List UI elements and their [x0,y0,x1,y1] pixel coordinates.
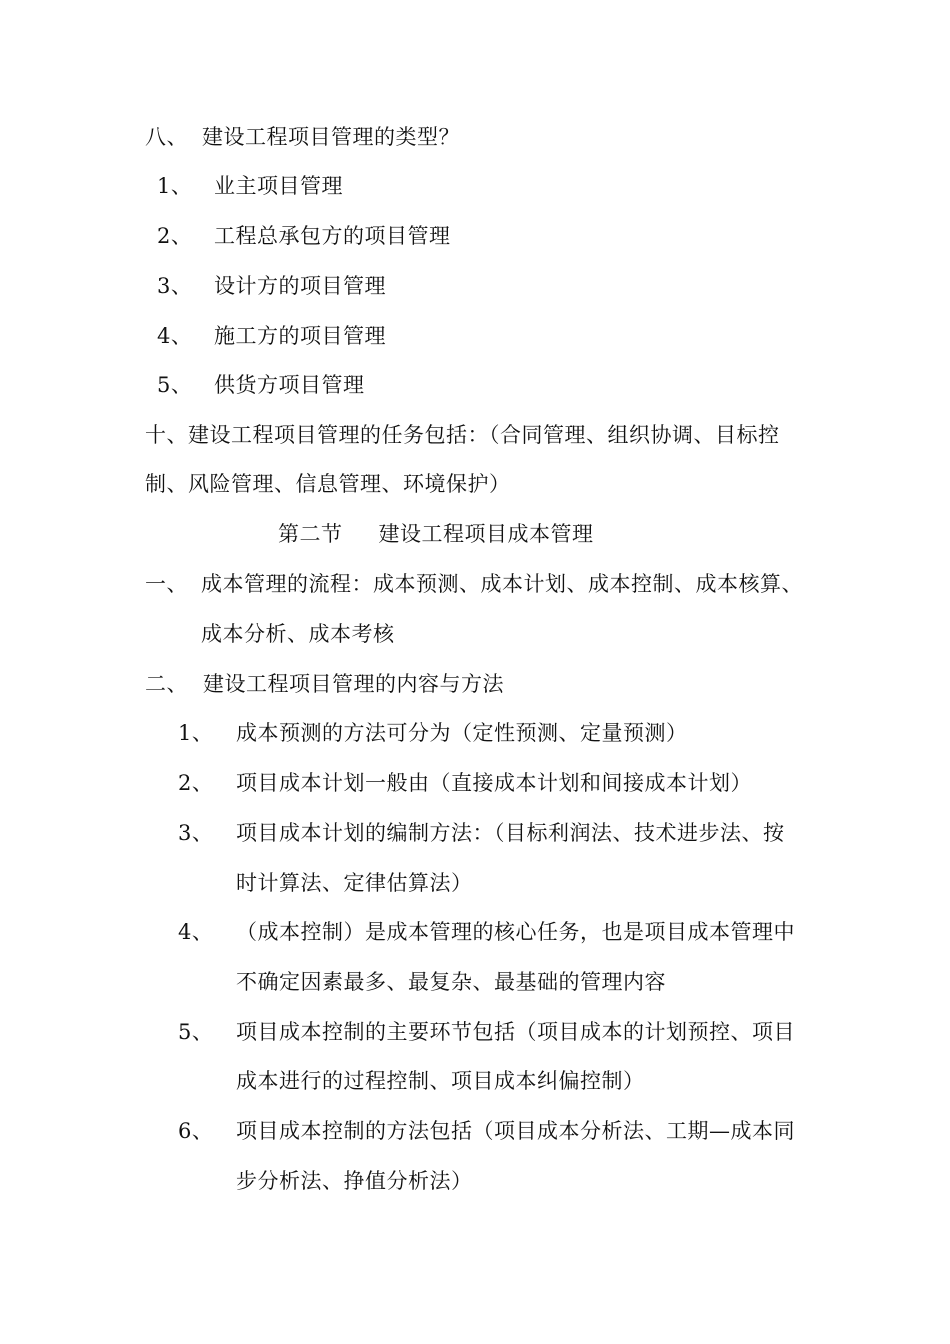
item-text-continued: 步分析法、挣值分析法） [236,1169,473,1193]
item-text: 供货方项目管理 [214,373,365,397]
item-number: 2、 [157,224,193,248]
item-number: 2、 [178,771,214,795]
part-2-heading [145,669,504,699]
list-item [178,818,785,848]
item-number: 3、 [157,274,193,298]
item-text: 设计方的项目管理 [214,274,386,298]
list-item [157,271,386,301]
part-1-line-1 [145,569,803,599]
list-item [178,1116,795,1146]
item-text-continued: 不确定因素最多、最复杂、最基础的管理内容 [236,970,666,994]
part-2-title: 建设工程项目管理的内容与方法 [203,672,504,696]
item-text-continued: 成本进行的过程控制、项目成本纠偏控制） [236,1069,645,1093]
list-item [157,221,451,251]
item-text: 工程总承包方的项目管理 [214,224,451,248]
item-number: 4、 [157,324,193,348]
list-item [157,321,386,351]
item-number: 1、 [157,174,193,198]
item-text: 项目成本控制的主要环节包括（项目成本的计划预控、项目 [236,1020,795,1044]
list-item [178,917,795,947]
list-item [157,171,343,201]
part-1-line-2: 成本分析、成本考核 [201,622,395,646]
list-item [178,768,752,798]
section-8-heading [145,122,460,152]
item-number: 5、 [178,1020,214,1044]
item-text: 业主项目管理 [214,174,343,198]
item-number: 1、 [178,721,214,745]
item-number: 4、 [178,920,214,944]
chapter-label: 第二节 [278,522,343,546]
section-10-line-2: 制、风险管理、信息管理、环境保护） [145,472,511,496]
list-item [178,718,688,748]
part-1-marker: 一、 [145,572,188,596]
part-1-text: 成本管理的流程：成本预测、成本计划、成本控制、成本核算、 [201,572,803,596]
item-text: （成本控制）是成本管理的核心任务，也是项目成本管理中 [236,920,795,944]
list-item [157,370,365,400]
item-text: 施工方的项目管理 [214,324,386,348]
chapter-heading [278,519,594,549]
list-item [178,1017,795,1047]
item-number: 6、 [178,1119,214,1143]
section-8-marker: 八、 [145,125,188,149]
section-8-title: 建设工程项目管理的类型？ [202,125,460,149]
item-text: 项目成本控制的方法包括（项目成本分析法、工期—成本同 [236,1119,795,1143]
item-number: 3、 [178,821,214,845]
item-text: 项目成本计划的编制方法：（目标利润法、技术进步法、按 [236,821,785,845]
chapter-title: 建设工程项目成本管理 [378,522,594,546]
item-text-continued: 时计算法、定律估算法） [236,871,473,895]
item-text: 成本预测的方法可分为（定性预测、定量预测） [236,721,688,745]
section-10-line-1: 十、建设工程项目管理的任务包括：（合同管理、组织协调、目标控 [145,423,780,447]
item-text: 项目成本计划一般由（直接成本计划和间接成本计划） [236,771,752,795]
item-number: 5、 [157,373,193,397]
part-2-marker: 二、 [145,672,188,696]
